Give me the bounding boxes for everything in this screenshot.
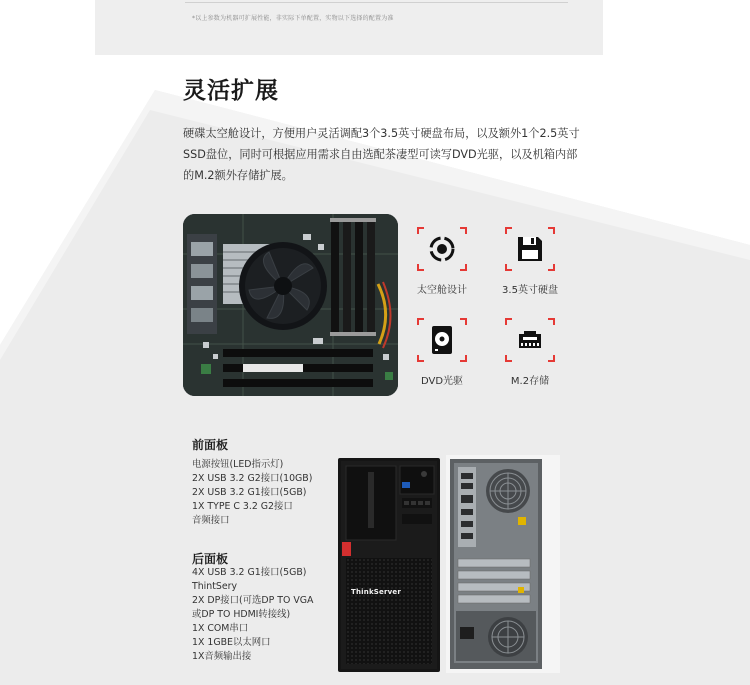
rear-panel-list	[192, 566, 313, 664]
feature-label: 3.5英寸硬盘	[502, 285, 558, 296]
footnote-text: *以上参数为机器可扩展性能，非实际下单配置，实物以下选择的配置为准	[192, 15, 394, 22]
front-panel-title: 前面板	[192, 438, 229, 452]
list-item: 或DP TO HDMI转接线)	[192, 609, 291, 620]
feature-label: 太空舱设计	[417, 285, 467, 296]
optical-disc-icon	[417, 318, 467, 362]
m2-ssd-icon	[505, 318, 555, 362]
list-item: 2X USB 3.2 G1接口(5GB)	[192, 487, 307, 498]
motherboard-photo	[183, 214, 398, 396]
list-item: 电源按钮(LED指示灯)	[192, 459, 284, 470]
floppy-disk-icon	[505, 227, 555, 271]
feature-m2-storage	[485, 318, 575, 387]
feature-capsule-design	[397, 227, 487, 296]
brand-logo: ThinkServer	[351, 588, 402, 596]
feature-dvd-drive	[397, 318, 487, 387]
list-item: 2X USB 3.2 G2接口(10GB)	[192, 473, 313, 484]
feature-label: DVD光驱	[420, 376, 464, 387]
section-title: 灵活扩展	[183, 78, 279, 104]
list-item: 4X USB 3.2 G1接口(5GB)	[192, 567, 307, 578]
server-rear-view	[446, 455, 560, 673]
feature-label: M.2存储	[510, 376, 550, 387]
list-item: 1X音频输出接	[192, 651, 252, 662]
list-item: 1X COM串口	[192, 623, 249, 634]
list-item: ThintSery	[192, 581, 238, 592]
spec-footnote-band	[95, 0, 603, 55]
capsule-icon	[417, 227, 467, 271]
list-item: 2X DP接口(可选DP TO VGA	[192, 595, 314, 606]
section-description: 硬碟太空舱设计，方便用户灵活调配3个3.5英寸硬盘布局，以及额外1个2.5英寸SSD盘位，同时可根据应用需求自由选配茶凄型可读写DVD光驱，以及机箱内部的M.2额外存储扩展。	[183, 127, 580, 182]
divider	[185, 2, 568, 3]
list-item: 音频接口	[192, 515, 230, 526]
list-item: 1X TYPE C 3.2 G2接口	[192, 501, 293, 512]
list-item: 1X 1GBE以太网口	[192, 637, 271, 648]
feature-3-5-inch-drive	[485, 227, 575, 296]
server-front-view	[338, 458, 440, 672]
rear-panel-title: 后面板	[192, 552, 229, 566]
front-panel-list	[192, 458, 312, 528]
